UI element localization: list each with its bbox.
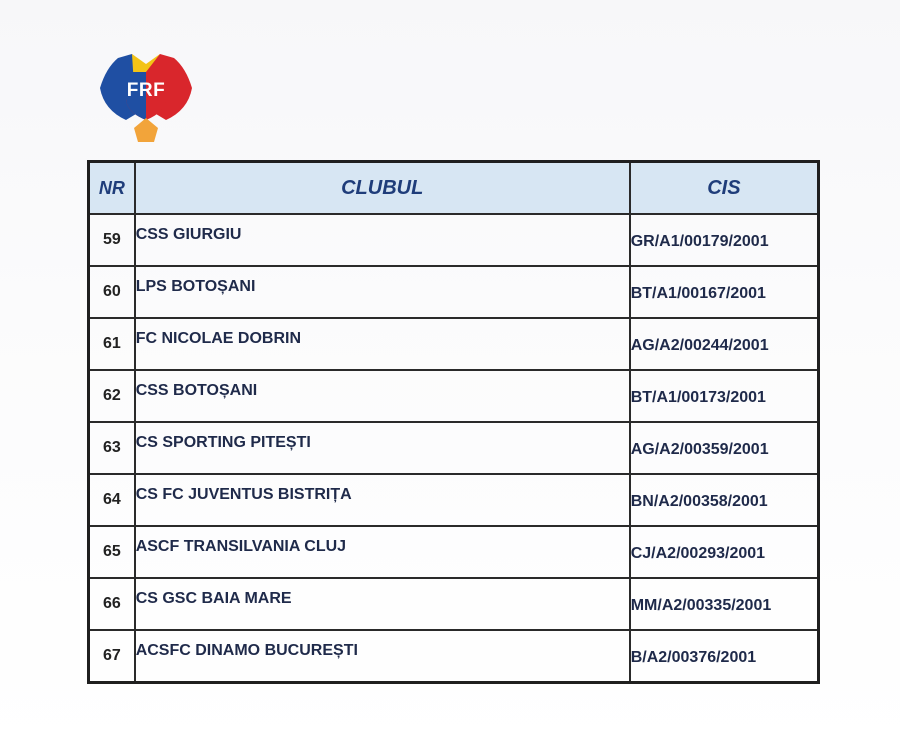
table-row bbox=[89, 422, 819, 474]
row-club-text: CS GSC BAIA MARE bbox=[135, 590, 292, 607]
row-cis bbox=[630, 370, 819, 422]
row-cis bbox=[630, 526, 819, 578]
row-cis-text: B/A2/00376/2001 bbox=[630, 649, 757, 666]
clubs-table bbox=[87, 160, 820, 684]
table-row bbox=[89, 474, 819, 526]
row-club bbox=[135, 578, 630, 630]
row-club-text: FC NICOLAE DOBRIN bbox=[135, 330, 302, 347]
table-row bbox=[89, 214, 819, 266]
row-cis-text: BT/A1/00173/2001 bbox=[630, 389, 766, 406]
row-club-text: ACSFC DINAMO BUCUREȘTI bbox=[135, 642, 358, 659]
row-nr: 65 bbox=[89, 526, 135, 578]
row-cis-text: GR/A1/00179/2001 bbox=[630, 233, 769, 250]
row-cis bbox=[630, 422, 819, 474]
row-cis bbox=[630, 474, 819, 526]
row-nr: 60 bbox=[89, 266, 135, 318]
row-cis-text: BT/A1/00167/2001 bbox=[630, 285, 766, 302]
row-cis bbox=[630, 214, 819, 266]
row-club bbox=[135, 370, 630, 422]
row-nr: 64 bbox=[89, 474, 135, 526]
row-cis bbox=[630, 630, 819, 683]
row-cis bbox=[630, 578, 819, 630]
table-row bbox=[89, 630, 819, 683]
frf-logo bbox=[96, 50, 196, 150]
table-row bbox=[89, 370, 819, 422]
row-club bbox=[135, 214, 630, 266]
row-cis-text: MM/A2/00335/2001 bbox=[630, 597, 772, 614]
row-cis bbox=[630, 318, 819, 370]
table-row bbox=[89, 578, 819, 630]
row-cis-text: AG/A2/00244/2001 bbox=[630, 337, 769, 354]
row-club bbox=[135, 422, 630, 474]
row-club bbox=[135, 266, 630, 318]
table-row bbox=[89, 318, 819, 370]
row-cis bbox=[630, 266, 819, 318]
row-nr: 67 bbox=[89, 630, 135, 683]
row-club bbox=[135, 526, 630, 578]
row-club-text: ASCF TRANSILVANIA CLUJ bbox=[135, 538, 347, 555]
row-club bbox=[135, 474, 630, 526]
header-nr: NR bbox=[89, 162, 135, 215]
table-row bbox=[89, 526, 819, 578]
row-club bbox=[135, 318, 630, 370]
row-nr: 59 bbox=[89, 214, 135, 266]
row-club-text: CSS GIURGIU bbox=[135, 226, 242, 243]
header-club: CLUBUL bbox=[135, 162, 630, 215]
table-row bbox=[89, 266, 819, 318]
row-cis-text: BN/A2/00358/2001 bbox=[630, 493, 768, 510]
row-nr: 62 bbox=[89, 370, 135, 422]
row-club-text: CS FC JUVENTUS BISTRIȚA bbox=[135, 486, 352, 503]
row-club-text: LPS BOTOȘANI bbox=[135, 278, 256, 295]
logo-text: FRF bbox=[126, 80, 166, 101]
row-nr: 63 bbox=[89, 422, 135, 474]
row-club-text: CSS BOTOȘANI bbox=[135, 382, 258, 399]
row-nr: 66 bbox=[89, 578, 135, 630]
row-club bbox=[135, 630, 630, 683]
row-cis-text: AG/A2/00359/2001 bbox=[630, 441, 769, 458]
row-cis-text: CJ/A2/00293/2001 bbox=[630, 545, 766, 562]
table-header-row bbox=[89, 162, 819, 215]
row-nr: 61 bbox=[89, 318, 135, 370]
row-club-text: CS SPORTING PITEȘTI bbox=[135, 434, 311, 451]
header-cis: CIS bbox=[630, 162, 819, 215]
